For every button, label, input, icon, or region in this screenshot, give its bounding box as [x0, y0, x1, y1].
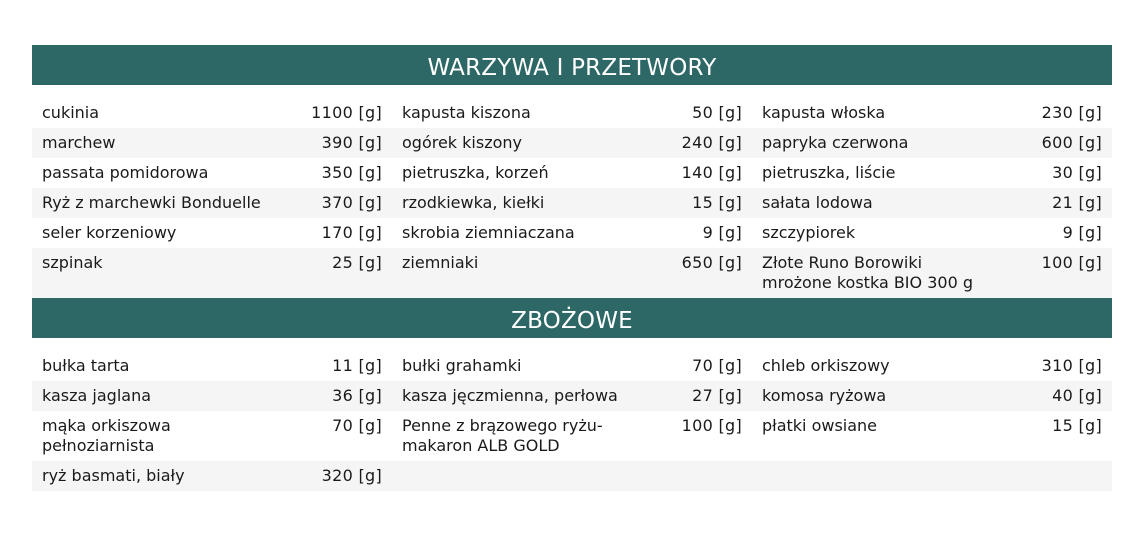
item-name: ziemniaki: [402, 253, 479, 272]
list-item: [752, 98, 1112, 128]
list-item: [752, 188, 1112, 218]
list-item: [392, 461, 752, 491]
item-name: passata pomidorowa: [42, 163, 209, 182]
list-row: [32, 461, 1112, 491]
item-quantity: 140 [g]: [681, 163, 742, 182]
list-item: [752, 158, 1112, 188]
list-item: [32, 158, 392, 188]
shopping-list: [32, 45, 1112, 491]
item-name: płatki owsiane: [762, 416, 878, 435]
list-row: [32, 381, 1112, 411]
item-quantity: 27 [g]: [692, 386, 742, 405]
item-name: pietruszka, liście: [762, 163, 896, 182]
item-name: ogórek kiszony: [402, 133, 522, 152]
item-quantity: 30 [g]: [1052, 163, 1102, 182]
item-quantity: 100 [g]: [1041, 253, 1102, 272]
list-row: [32, 248, 1112, 298]
item-quantity: 15 [g]: [692, 193, 742, 212]
item-name: chleb orkiszowy: [762, 356, 890, 375]
list-row: [32, 158, 1112, 188]
list-item: [32, 248, 392, 298]
item-quantity: 25 [g]: [332, 253, 382, 272]
list-item: [752, 411, 1112, 461]
item-name: Ryż z marchewki Bonduelle: [42, 193, 261, 212]
list-row: [32, 218, 1112, 248]
item-name: mąka orkiszowa pełnoziarnista: [42, 416, 171, 455]
list-item: [32, 411, 392, 461]
item-quantity: 390 [g]: [321, 133, 382, 152]
item-name: marchew: [42, 133, 116, 152]
item-quantity: 320 [g]: [321, 466, 382, 485]
item-quantity: 350 [g]: [321, 163, 382, 182]
item-name: bułka tarta: [42, 356, 130, 375]
item-name: ryż basmati, biały: [42, 466, 185, 485]
item-name: kapusta włoska: [762, 103, 886, 122]
item-quantity: 650 [g]: [681, 253, 742, 272]
item-name: Penne z brązowego ryżu- makaron ALB GOLD: [402, 416, 603, 455]
item-name: kasza jęczmienna, perłowa: [402, 386, 618, 405]
list-item: [392, 248, 752, 298]
item-name: szpinak: [42, 253, 103, 272]
item-name: rzodkiewka, kiełki: [402, 193, 545, 212]
list-item: [752, 461, 1112, 491]
item-quantity: 50 [g]: [692, 103, 742, 122]
item-name: kapusta kiszona: [402, 103, 531, 122]
section-grains: [32, 298, 1112, 491]
section-body: [32, 338, 1112, 491]
item-quantity: 11 [g]: [332, 356, 382, 375]
list-item: [392, 218, 752, 248]
list-item: [32, 128, 392, 158]
item-quantity: 15 [g]: [1052, 416, 1102, 435]
item-quantity: 36 [g]: [332, 386, 382, 405]
item-name: kasza jaglana: [42, 386, 152, 405]
list-row: [32, 188, 1112, 218]
item-quantity: 1100 [g]: [311, 103, 382, 122]
item-quantity: 9 [g]: [702, 223, 742, 242]
list-item: [752, 381, 1112, 411]
item-name: komosa ryżowa: [762, 386, 887, 405]
section-vegetables: [32, 45, 1112, 298]
item-quantity: 310 [g]: [1041, 356, 1102, 375]
list-row: [32, 411, 1112, 461]
item-quantity: 70 [g]: [692, 356, 742, 375]
list-item: [392, 351, 752, 381]
list-item: [392, 411, 752, 461]
list-item: [32, 218, 392, 248]
item-quantity: 21 [g]: [1052, 193, 1102, 212]
list-item: [32, 461, 392, 491]
item-name: seler korzeniowy: [42, 223, 177, 242]
list-item: [32, 351, 392, 381]
item-quantity: 370 [g]: [321, 193, 382, 212]
item-quantity: 9 [g]: [1062, 223, 1102, 242]
item-name: Złote Runo Borowiki mrożone kostka BIO 300 g: [762, 253, 973, 292]
section-title: ZBOŻOWE: [32, 298, 1112, 338]
item-quantity: 40 [g]: [1052, 386, 1102, 405]
item-quantity: 240 [g]: [681, 133, 742, 152]
item-quantity: 230 [g]: [1041, 103, 1102, 122]
item-quantity: 100 [g]: [681, 416, 742, 435]
list-item: [392, 381, 752, 411]
list-item: [752, 351, 1112, 381]
item-name: cukinia: [42, 103, 100, 122]
item-name: pietruszka, korzeń: [402, 163, 549, 182]
list-item: [752, 248, 1112, 298]
section-body: [32, 85, 1112, 298]
list-row: [32, 128, 1112, 158]
item-quantity: 170 [g]: [321, 223, 382, 242]
list-item: [32, 98, 392, 128]
list-item: [32, 188, 392, 218]
list-item: [392, 98, 752, 128]
list-item: [392, 128, 752, 158]
list-row: [32, 98, 1112, 128]
list-item: [392, 188, 752, 218]
item-quantity: 600 [g]: [1041, 133, 1102, 152]
section-title: WARZYWA I PRZETWORY: [32, 45, 1112, 85]
item-quantity: 70 [g]: [332, 416, 382, 435]
list-row: [32, 351, 1112, 381]
list-item: [752, 218, 1112, 248]
list-item: [392, 158, 752, 188]
item-name: skrobia ziemniaczana: [402, 223, 575, 242]
list-item: [32, 381, 392, 411]
item-name: szczypiorek: [762, 223, 856, 242]
item-name: sałata lodowa: [762, 193, 873, 212]
item-name: bułki grahamki: [402, 356, 522, 375]
list-item: [752, 128, 1112, 158]
item-name: papryka czerwona: [762, 133, 909, 152]
